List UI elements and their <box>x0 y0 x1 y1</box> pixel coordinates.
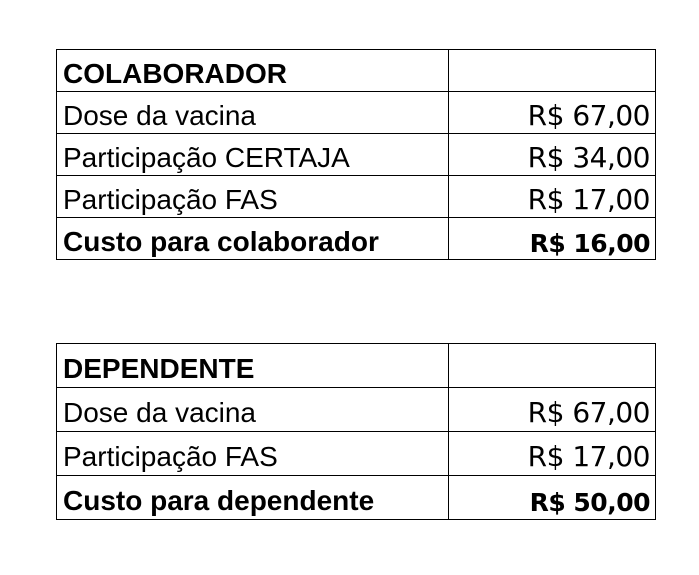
colaborador-cost-table <box>56 49 656 260</box>
row-label: Participação CERTAJA <box>57 134 449 176</box>
total-row <box>57 476 656 520</box>
row-label: Dose da vacina <box>57 388 449 432</box>
table-row <box>57 134 656 176</box>
table-header-row <box>57 50 656 92</box>
dependente-cost-table <box>56 343 656 520</box>
table-row <box>57 176 656 218</box>
table-header-row <box>57 344 656 388</box>
row-value: R$ 67,00 <box>449 92 656 134</box>
row-label: Participação FAS <box>57 432 449 476</box>
header-empty-cell <box>449 50 656 92</box>
total-value: R$ 50,00 <box>449 476 656 520</box>
total-label: Custo para colaborador <box>57 218 449 260</box>
table-title: COLABORADOR <box>57 50 449 92</box>
table-row <box>57 92 656 134</box>
row-value: R$ 17,00 <box>449 176 656 218</box>
row-value: R$ 67,00 <box>449 388 656 432</box>
total-value: R$ 16,00 <box>449 218 656 260</box>
row-label: Participação FAS <box>57 176 449 218</box>
table-title: DEPENDENTE <box>57 344 449 388</box>
header-empty-cell <box>449 344 656 388</box>
total-label: Custo para dependente <box>57 476 449 520</box>
row-label: Dose da vacina <box>57 92 449 134</box>
table-row <box>57 432 656 476</box>
row-value: R$ 34,00 <box>449 134 656 176</box>
total-row <box>57 218 656 260</box>
row-value: R$ 17,00 <box>449 432 656 476</box>
table-row <box>57 388 656 432</box>
